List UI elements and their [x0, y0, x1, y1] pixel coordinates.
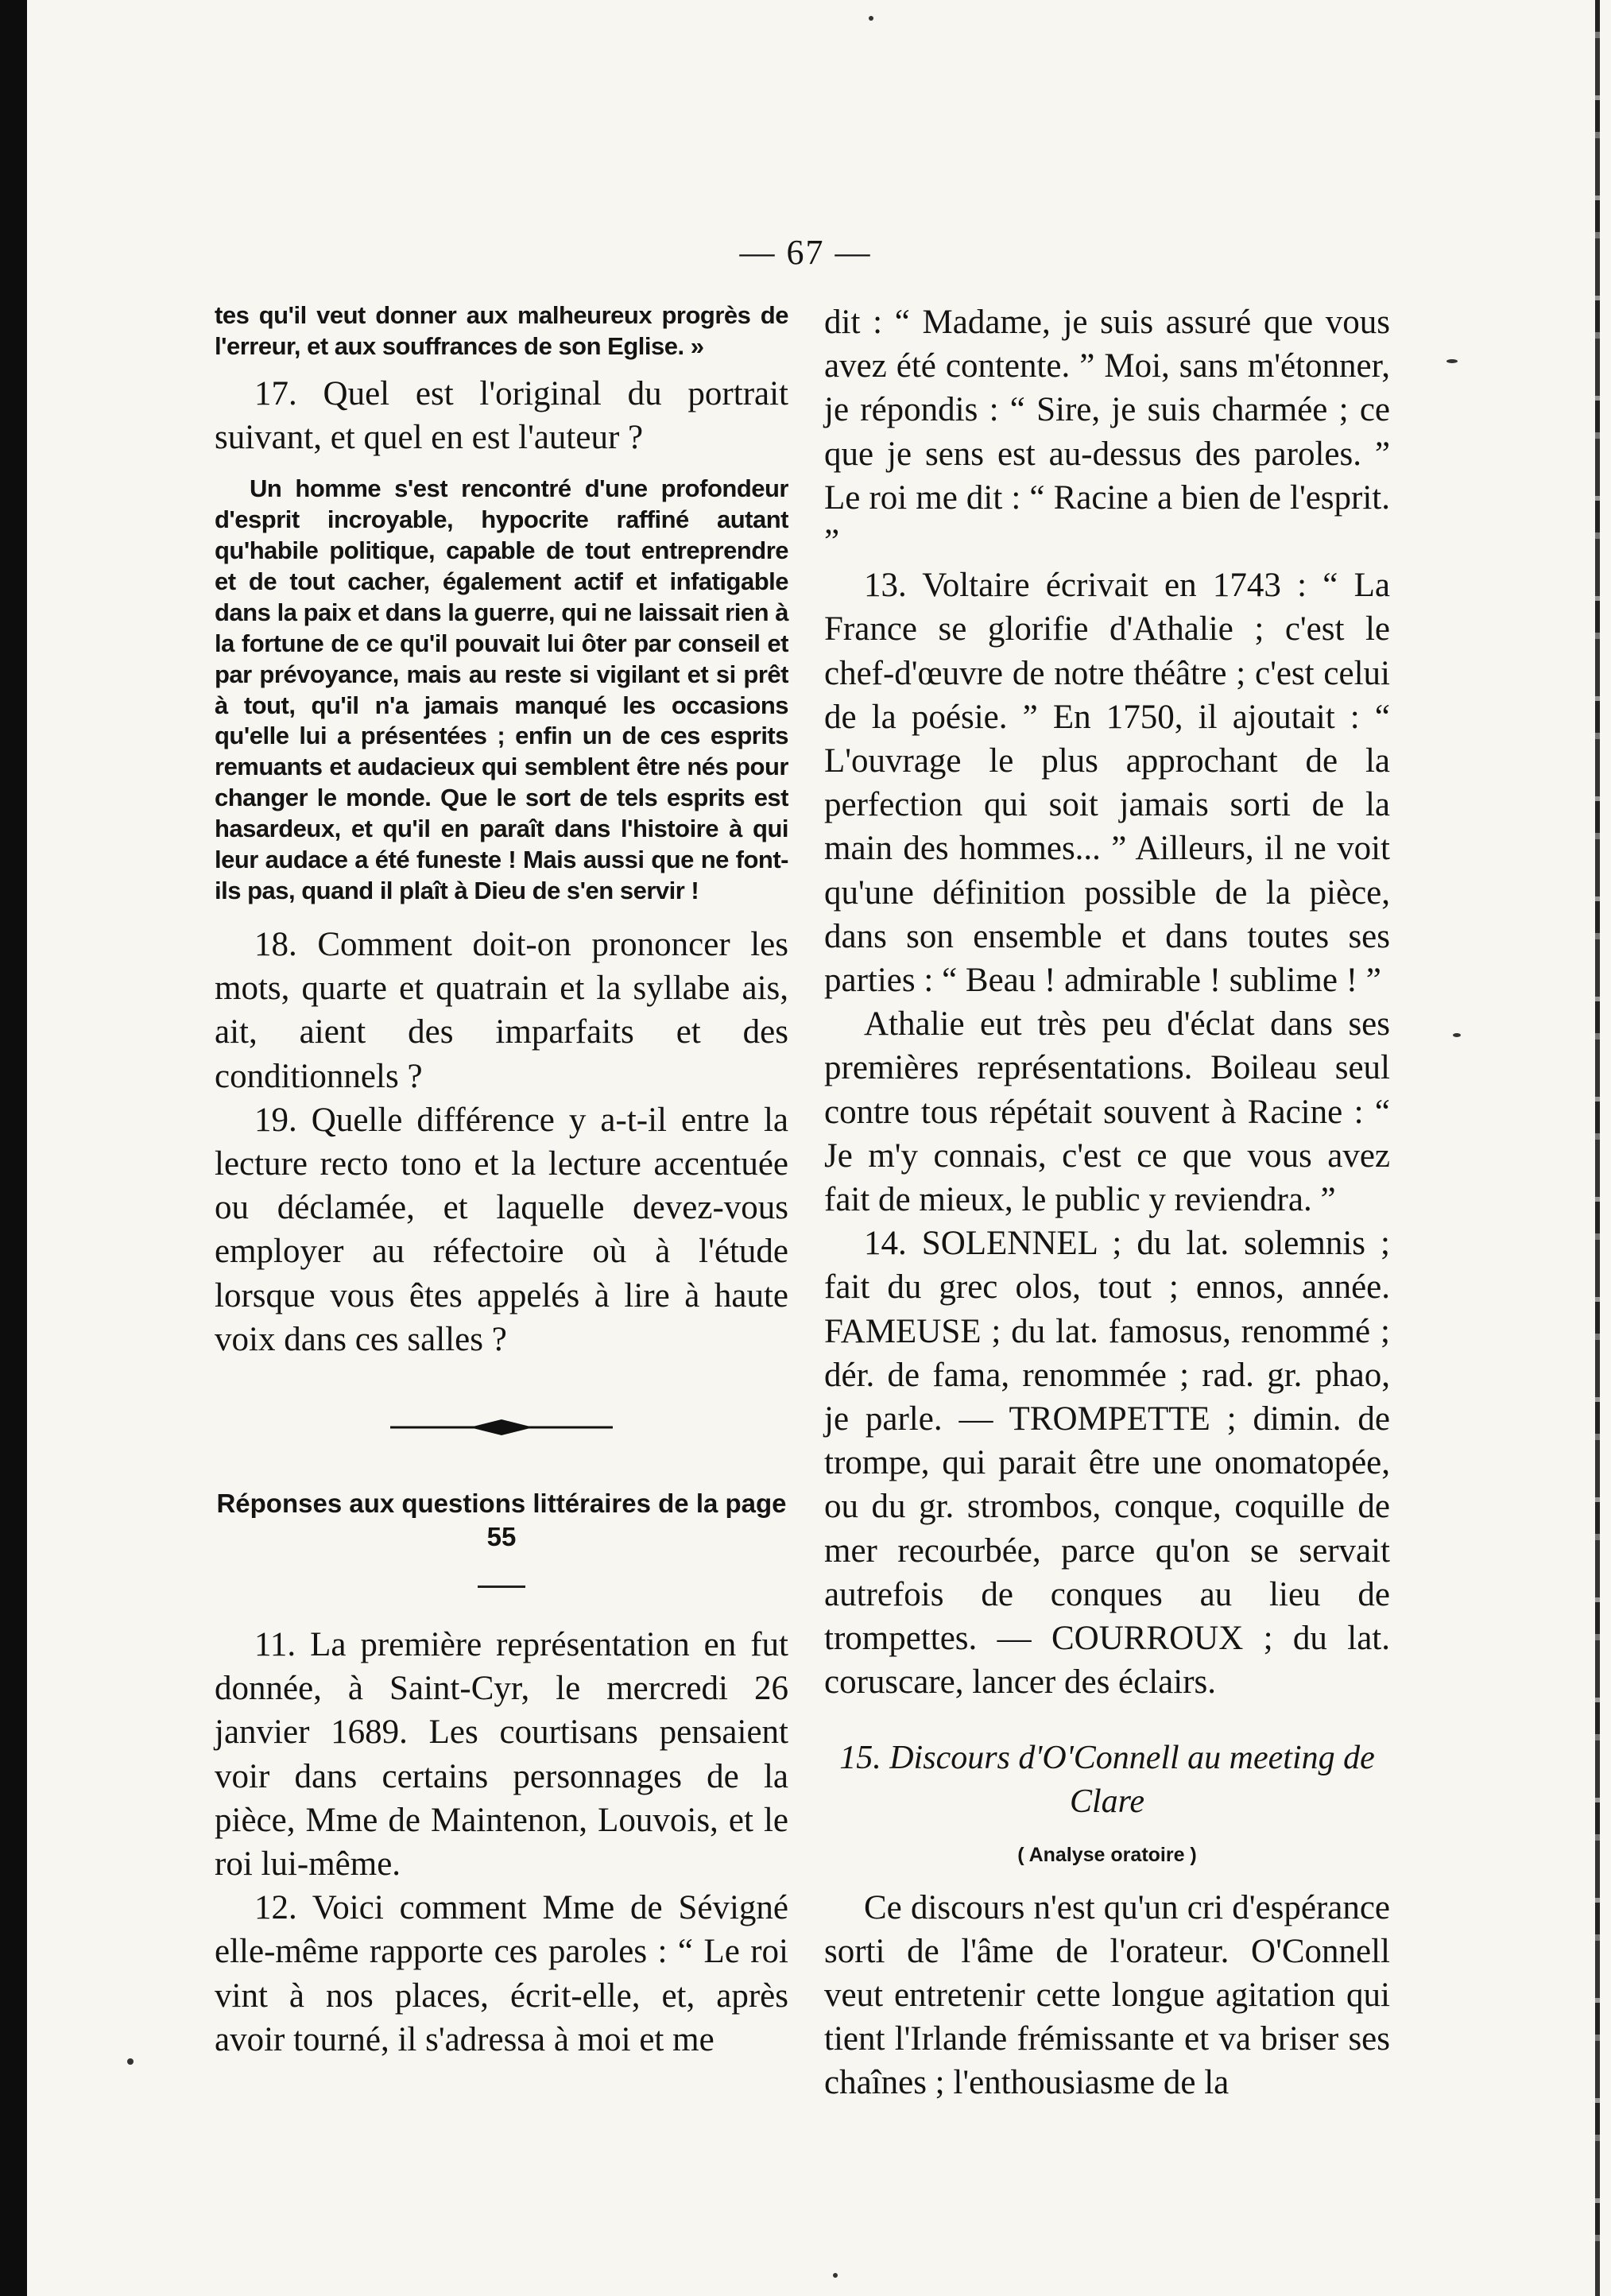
- scan-speck: [1453, 1033, 1461, 1037]
- scan-speck: [869, 16, 873, 21]
- question-17: 17. Quel est l'original du portrait suivant, et quel en est l'auteur ?: [215, 374, 788, 457]
- question-18: 18. Comment doit-on prononcer les mots, quarte et quatrain et la syllabe ais, ait, aient des imparfaits et des conditionnels ?: [215, 925, 788, 1095]
- short-rule: [478, 1586, 525, 1588]
- answers-heading-block: [215, 1487, 788, 1554]
- page-number: — 67 —: [739, 233, 872, 272]
- discours-text: Ce discours n'est qu'un cri d'espérance sorti de l'âme de l'orateur. O'Connell veut entretenir cette longue agitation qui tient l'Irlande frémissante et va briser ses chaînes ; l'enthousiasme de la: [824, 1888, 1390, 2102]
- question-15-heading: 15. Discours d'O'Connell au meeting de Clare: [839, 1739, 1375, 1820]
- athalie-paragraph: Athalie eut très peu d'éclat dans ses premières représentations. Boileau seul contre tous répétait souvent à Racine : “ Je m'y connais, c'est ce que vous avez fait de mieux, le public y reviendra. ”: [824, 1005, 1390, 1219]
- discours-block: [824, 1886, 1390, 2105]
- scan-edge-left: [0, 0, 27, 2296]
- section-divider-ornament: [382, 1415, 621, 1439]
- scan-speck: [127, 2058, 134, 2065]
- continuation-text: tes qu'il veut donner aux malheureux progrès de l'erreur, et aux souffrances de son Eglise. »: [215, 301, 788, 360]
- answer-12-continued: dit : “ Madame, je suis assuré que vous avez été contente. ” Moi, sans m'étonner, je répondis : “ Sire, je suis charmée ; ce que je sens est au-dessus des paroles. ” Le roi me dit : “ Racine a bien de l'esprit. ”: [824, 304, 1390, 561]
- answer-14: 14. SOLENNEL ; du lat. solemnis ; fait du grec olos, tout ; ennos, année. FAMEUSE ; du lat. famosus, renommé ; dér. de fama, renommée ; rad. gr. phao, je parle. — TROMPETTE ; dimin. de trompe, qui parait être une onomatopée, ou du gr. strombos, conque, coquille de mer recourbée, parce qu'on se servait autrefois de conques au lieu de trompettes. — COURROUX ; du lat. coruscare, lancer des éclairs.: [824, 1225, 1390, 1702]
- questions-18-19: [215, 923, 788, 1361]
- right-column: [824, 300, 1390, 2105]
- left-continuation: [215, 300, 788, 362]
- answers-11-12: [215, 1623, 788, 2062]
- scan-speck: [833, 2273, 838, 2278]
- left-column: [215, 300, 788, 2062]
- scan-speck: [1446, 359, 1458, 363]
- portrait-text: Un homme s'est rencontré d'une profondeur d'esprit incroyable, hypocrite raffiné autant qu'habile politique, capable de tout entreprendre et de tout cacher, également actif et infatigable dans la paix et dans la guerre, qui ne laissait rien à la fortune de ce qu'il pouvait lui ôter par conseil et par prévoyance, mais au reste si vigilant et si prêt à tout, qu'il n'a jamais manqué les occasions qu'elle lui a présentées ; enfin un de ces esprits remuants et audacieux qui semblent être nés pour changer le monde. Que le sort de tels esprits est hasardeux, et qu'il en paraît dans l'histoire à qui leur audace a été funeste ! Mais aussi que ne font-ils pas, quand il plaît à Dieu de s'en servir !: [215, 474, 788, 904]
- right-text-block: [824, 300, 1390, 1705]
- analyse-oratoire: ( Analyse oratoire ): [1017, 1843, 1197, 1866]
- portrait-block: [215, 474, 788, 907]
- answers-heading: Réponses aux questions littéraires de la page 55: [216, 1488, 787, 1551]
- answer-11: 11. La première représentation en fut donnée, à Saint-Cyr, le mercredi 26 janvier 1689. Les courtisans pensaient voir dans certains personnages de la pièce, Mme de Maintenon, Louvois, et le roi lui-même.: [215, 1625, 788, 1883]
- question-19: 19. Quelle différence y a-t-il entre la lecture recto tono et la lecture accentuée ou déclamée, et laquelle devez-vous employer au réfectoire où à l'étude lorsque vous êtes appelés à lire à haute voix dans ces salles ?: [215, 1101, 788, 1358]
- question-17-block: [215, 372, 788, 459]
- scan-edge-right: [1595, 0, 1600, 2296]
- answer-13: 13. Voltaire écrivait en 1743 : “ La France se glorifie d'Athalie ; c'est le chef-d'œuvre de notre théâtre ; c'est celui de la poésie. ” En 1750, il ajoutait : “ L'ouvrage le plus approchant de la perfection qui soit jamais sorti de la main des hommes... ” Ailleurs, il ne voit qu'une définition possible de la pièce, dans son ensemble et dans toutes ses parties : “ Beau ! admirable ! sublime ! ”: [824, 567, 1390, 1000]
- answer-12: 12. Voici comment Mme de Sévigné elle-même rapporte ces paroles : “ Le roi vint à nos places, écrit-elle, et, après avoir tourné, il s'adressa à moi et me: [215, 1889, 788, 2058]
